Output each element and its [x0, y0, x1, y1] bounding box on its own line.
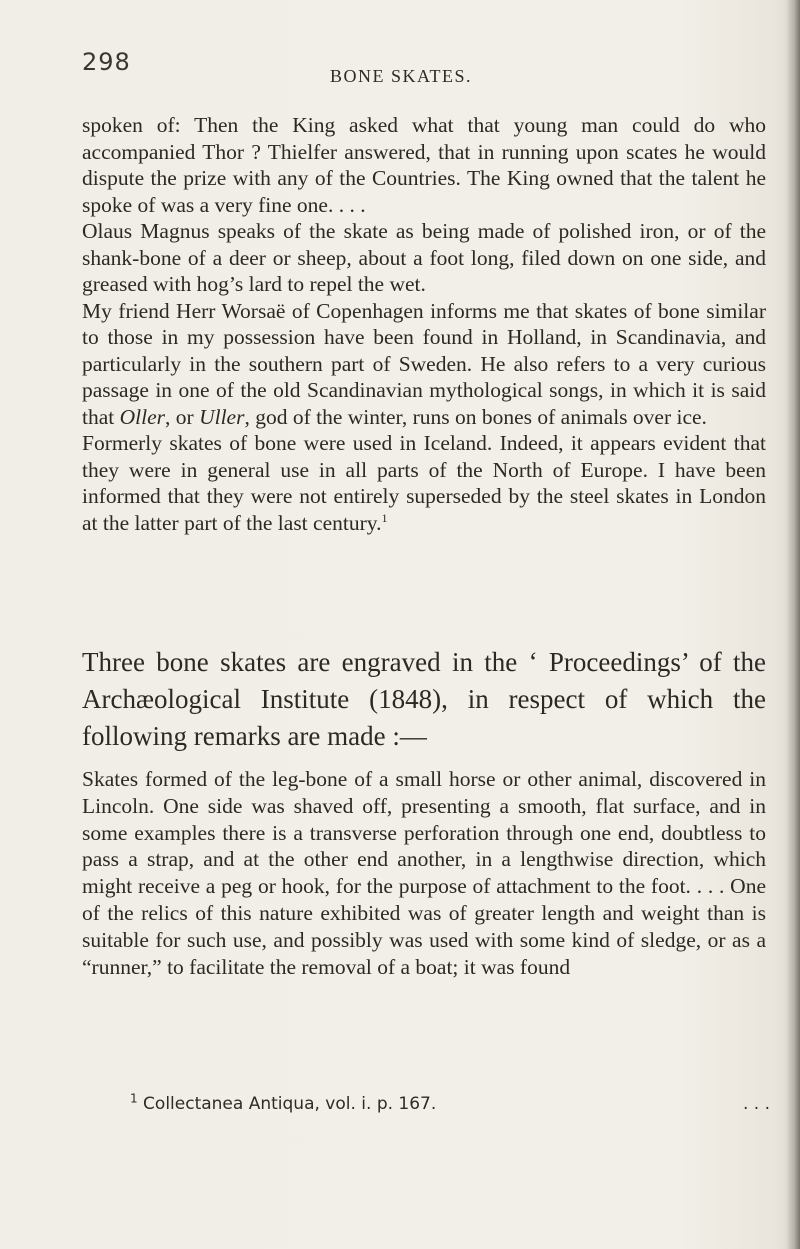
footnote-mark: 1 [130, 1091, 138, 1106]
large-type-paragraph: Three bone skates are engraved in the ‘ Proceedings’ of the Archæological Institute (1848), in respect of which the following remarks are made :— [82, 647, 766, 751]
uller-italic: Uller [199, 404, 245, 429]
catchword: . . . [742, 1094, 770, 1114]
running-head: BONE SKATES. [330, 66, 473, 86]
paragraph-3-text-c: , god of the winter, runs on bones of animals over ice. [244, 404, 707, 429]
paragraph-1: spoken of: Then the King asked what that young man could do who accompanied Thor ? Thielfer answered, that in running upon scates he would dispute the prize with any of the Countries. The King owned that the talent he spoke of was a very fine one. . . . [82, 113, 766, 217]
paragraph-3 [82, 298, 766, 431]
footnote-reference: 1 [381, 510, 388, 525]
paragraph-4 [82, 430, 766, 536]
quoted-paragraph: Skates formed of the leg-bone of a small horse or other animal, discovered in Lincoln. One side was shaved off, presenting a smooth, flat surface, and in some examples there is a transverse perforation through one end, doubtless to pass a strap, and at the other end another, in a lengthwise direction, which might receive a peg or hook, for the purpose of attachment to the foot. . . . One of the relics of this nature exhibited was of greater length and weight than is suitable for such use, and possibly was used with some kind of sledge, or as a “runner,” to facilitate the removal of a boat; it was found [82, 767, 766, 979]
paragraph-4-text: Formerly skates of bone were used in Iceland. Indeed, it appears evident that they were in general use in all parts of the North of Europe. I have been informed that they were not entirely superseded by the steel skates in London at the latter part of the last century. [82, 431, 766, 535]
paragraph-3-text-a: My friend Herr Worsaë of Copenhagen informs me that skates of bone similar to those in my possession have been found in Holland, in Scandinavia, and particularly in the southern part of Sweden. He also refers to a very curious passage in one of the old Scandinavian mythological songs, in which it is said that [82, 298, 766, 429]
page-edge-shadow [786, 0, 800, 1249]
paragraph-3-text-b: , or [165, 404, 200, 429]
footnote-body [130, 1091, 437, 1114]
body-text [82, 112, 766, 536]
page-number: 298 [82, 48, 131, 76]
footnote [130, 1091, 770, 1114]
footnote-text: Collectanea Antiqua, vol. i. p. 167. [143, 1094, 437, 1114]
oller-italic: Oller [119, 404, 166, 429]
paragraph-2: Olaus Magnus speaks of the skate as being made of polished iron, or of the shank-bone of a deer or sheep, about a foot long, filed down on one side, and greased with hog’s lard to repel the wet. [82, 219, 766, 296]
